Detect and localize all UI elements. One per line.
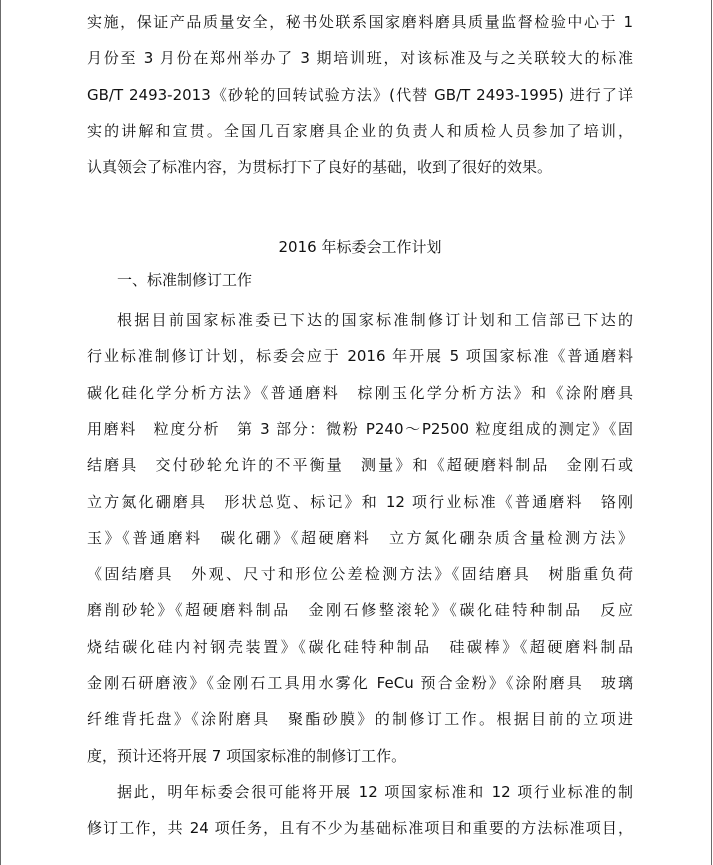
intro-paragraph <box>87 4 633 185</box>
spacer <box>87 185 633 229</box>
paragraph-line: 立方氮化硼磨具 形状总览、标记》和 12 项行业标准《普通磨料 铬刚 <box>87 492 633 511</box>
intro-line: 月份至 3 月份在郑州举办了 3 期培训班，对该标准及与之关联较大的标准 <box>87 49 633 68</box>
paragraph-line: 据此，明年标委会很可能将开展 12 项国家标准和 12 项行业标准的制 <box>117 782 633 801</box>
paragraph-line: 根据目前国家标准委已下达的国家标准制修订计划和工信部已下达的 <box>117 311 633 330</box>
paragraph-line: 度，预计还将开展 7 项国家标准的制修订工作。 <box>87 746 407 765</box>
document-body <box>87 4 633 847</box>
paragraph-line: 玉》《普通磨料 碳化硼》《超硬磨料 立方氮化硼杂质含量检测方法》 <box>87 528 633 547</box>
section-title: 一、标准制修订工作 <box>117 270 253 289</box>
paragraph-line: 用磨料 粒度分析 第 3 部分：微粉 P240～P2500 粒度组成的测定》《固 <box>87 419 633 438</box>
paragraph-line: 结磨具 交付砂轮允许的不平衡量 测量》和《超硬磨料制品 金刚石或 <box>87 456 633 475</box>
paragraph-2 <box>87 774 633 847</box>
page-left-border <box>0 0 1 865</box>
paragraph-line: 金刚石研磨液》《金刚石工具用水雾化 FeCu 预合金粉》《涂附磨具 玻璃 <box>87 674 633 693</box>
paragraph-line: 碳化硅化学分析方法》《普通磨料 棕刚玉化学分析方法》和《涂附磨具 <box>87 383 633 402</box>
page-right-border <box>711 0 712 865</box>
paragraph-line: 《固结磨具 外观、尺寸和形位公差检测方法》《固结磨具 树脂重负荷 <box>87 565 633 584</box>
paragraph-line: 纤维背托盘》《涂附磨具 聚酯砂膜》的制修订工作。根据目前的立项进 <box>87 710 633 729</box>
paragraph-line: 修订工作，共 24 项任务，且有不少为基础标准项目和重要的方法标准项目， <box>87 819 633 838</box>
paragraph-line: 烧结碳化硅内衬钢壳装置》《碳化硅特种制品 硅碳棒》《超硬磨料制品 <box>87 637 633 656</box>
intro-line: 认真领会了标准内容，为贯标打下了良好的基础，收到了很好的效果。 <box>87 158 553 177</box>
intro-line: 实的讲解和宣贯。全国几百家磨具企业的负责人和质检人员参加了培训， <box>87 121 633 140</box>
paragraph-line: 磨削砂轮》《超硬磨料制品 金刚石修整滚轮》《碳化硅特种制品 反应 <box>87 601 633 620</box>
paragraph-1 <box>87 302 633 774</box>
paragraph-line: 行业标准制修订计划，标委会应于 2016 年开展 5 项国家标准《普通磨料 <box>87 347 633 366</box>
intro-line: 实施，保证产品质量安全，秘书处联系国家磨料磨具质量监督检验中心于 1 <box>87 13 633 31</box>
intro-line: GB/T 2493-2013《砂轮的回转试验方法》(代替 GB/T 2493-1995) 进行了详 <box>87 85 633 104</box>
plan-title: 2016 年标委会工作计划 <box>278 238 442 257</box>
